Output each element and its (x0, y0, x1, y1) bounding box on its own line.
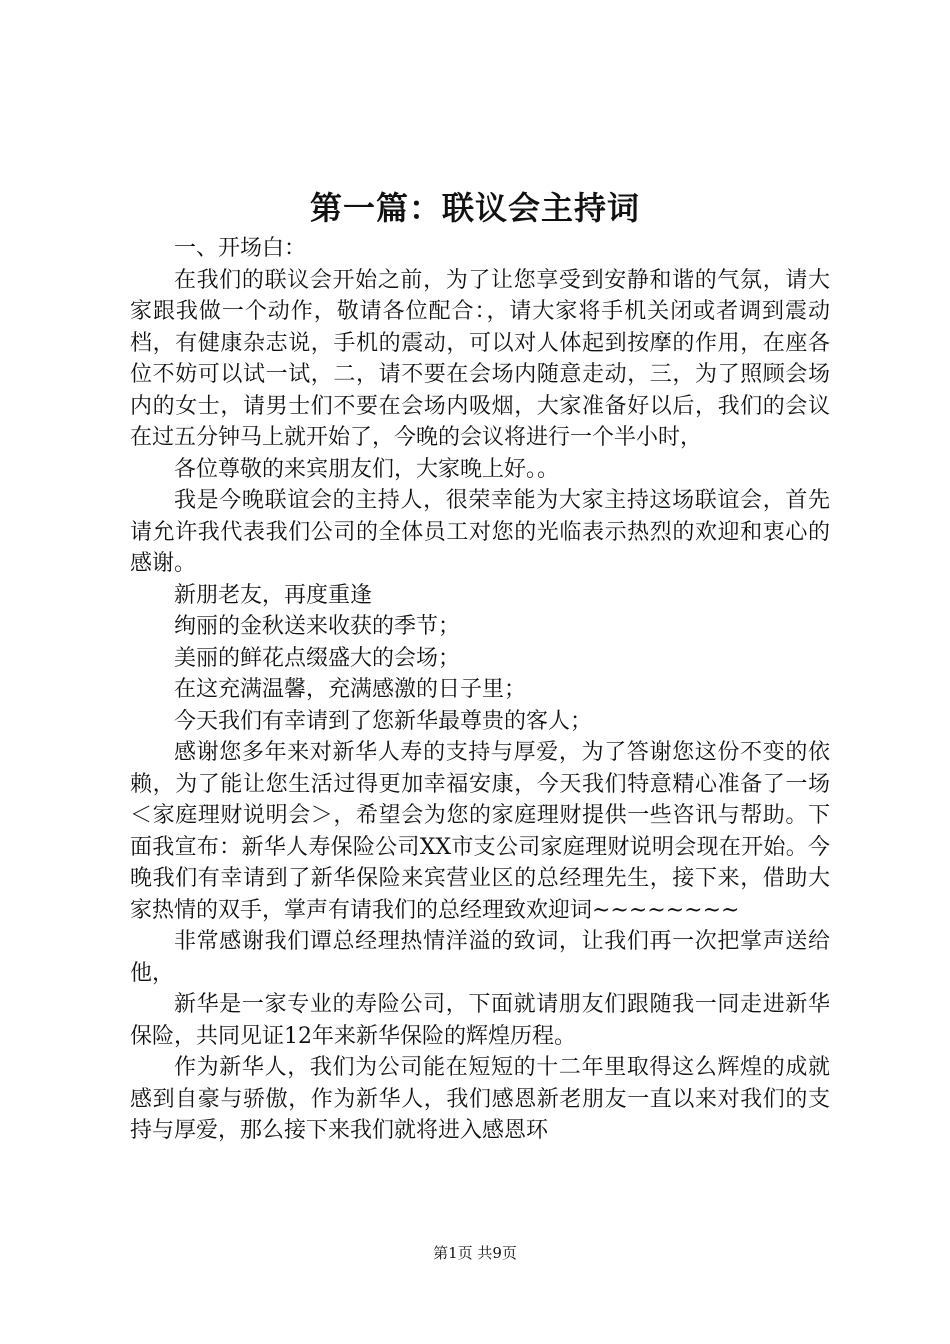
paragraph: 新朋老友，再度重逢 (174, 582, 373, 608)
paragraph: 各位尊敬的来宾朋友们，大家晚上好。。 (174, 456, 560, 482)
paragraph: 非常感谢我们谭总经理热情洋溢的致词，让我们再一次把掌声送给他， (130, 929, 830, 986)
paragraph: 感谢您多年来对新华人寿的支持与厚爱，为了答谢您这份不变的依赖，为了能让您生活过得更加幸福安康，今天我们特意精心准备了一场＜家庭理财说明会＞，希望会为您的家庭理财提供一些咨讯与帮助。下面我宣布：新华人寿保险公司XX市支公司家庭理财说明会现在开始。今晚我们有幸请到了新华保险来宾营业区的总经理先生，接下来，借助大家热情的双手，掌声有请我们的总经理致欢迎词~~~~~~~~ (130, 740, 830, 923)
paragraph: 在这充满温馨，充满感激的日子里； (174, 677, 527, 702)
paragraph: 一、开场白： (174, 236, 307, 261)
paragraph: 新华是一家专业的寿险公司，下面就请朋友们跟随我一同走进新华保险，共同见证12年来新华保险的辉煌历程。 (130, 992, 830, 1049)
document-title: 第一篇：联议会主持词 (309, 189, 640, 227)
paragraph: 作为新华人，我们为公司能在短短的十二年里取得这么辉煌的成就感到自豪与骄傲，作为新华人，我们感恩新老朋友一直以来对我们的支持与厚爱，那么接下来我们就将进入感恩环 (130, 1055, 830, 1143)
paragraph: 美丽的鲜花点缀盛大的会场； (174, 645, 461, 671)
paragraph: 在我们的联议会开始之前，为了让您享受到安静和谐的气氛，请大家跟我做一个动作，敬请各位配合：，请大家将手机关闭或者调到震动档，有健康杂志说，手机的震动，可以对人体起到按摩的作用，在座各位不妨可以试一试，二，请不要在会场内随意走动，三，为了照顾会场内的女士，请男士们不要在会场内吸烟，大家准备好以后，我们的会议在过五分钟马上就开始了，今晚的会议将进行一个半小时， (130, 267, 830, 450)
paragraph: 绚丽的金秋送来收获的季节； (174, 614, 461, 639)
paragraph: 我是今晚联谊会的主持人，很荣幸能为大家主持这场联谊会，首先请允许我代表我们公司的全体员工对您的光临表示热烈的欢迎和衷心的感谢。 (130, 488, 830, 576)
document-body (130, 233, 830, 1147)
page-number-footer: 第1页 共9页 (433, 1244, 517, 1262)
paragraph: 今天我们有幸请到了您新华最尊贵的客人； (174, 708, 593, 734)
